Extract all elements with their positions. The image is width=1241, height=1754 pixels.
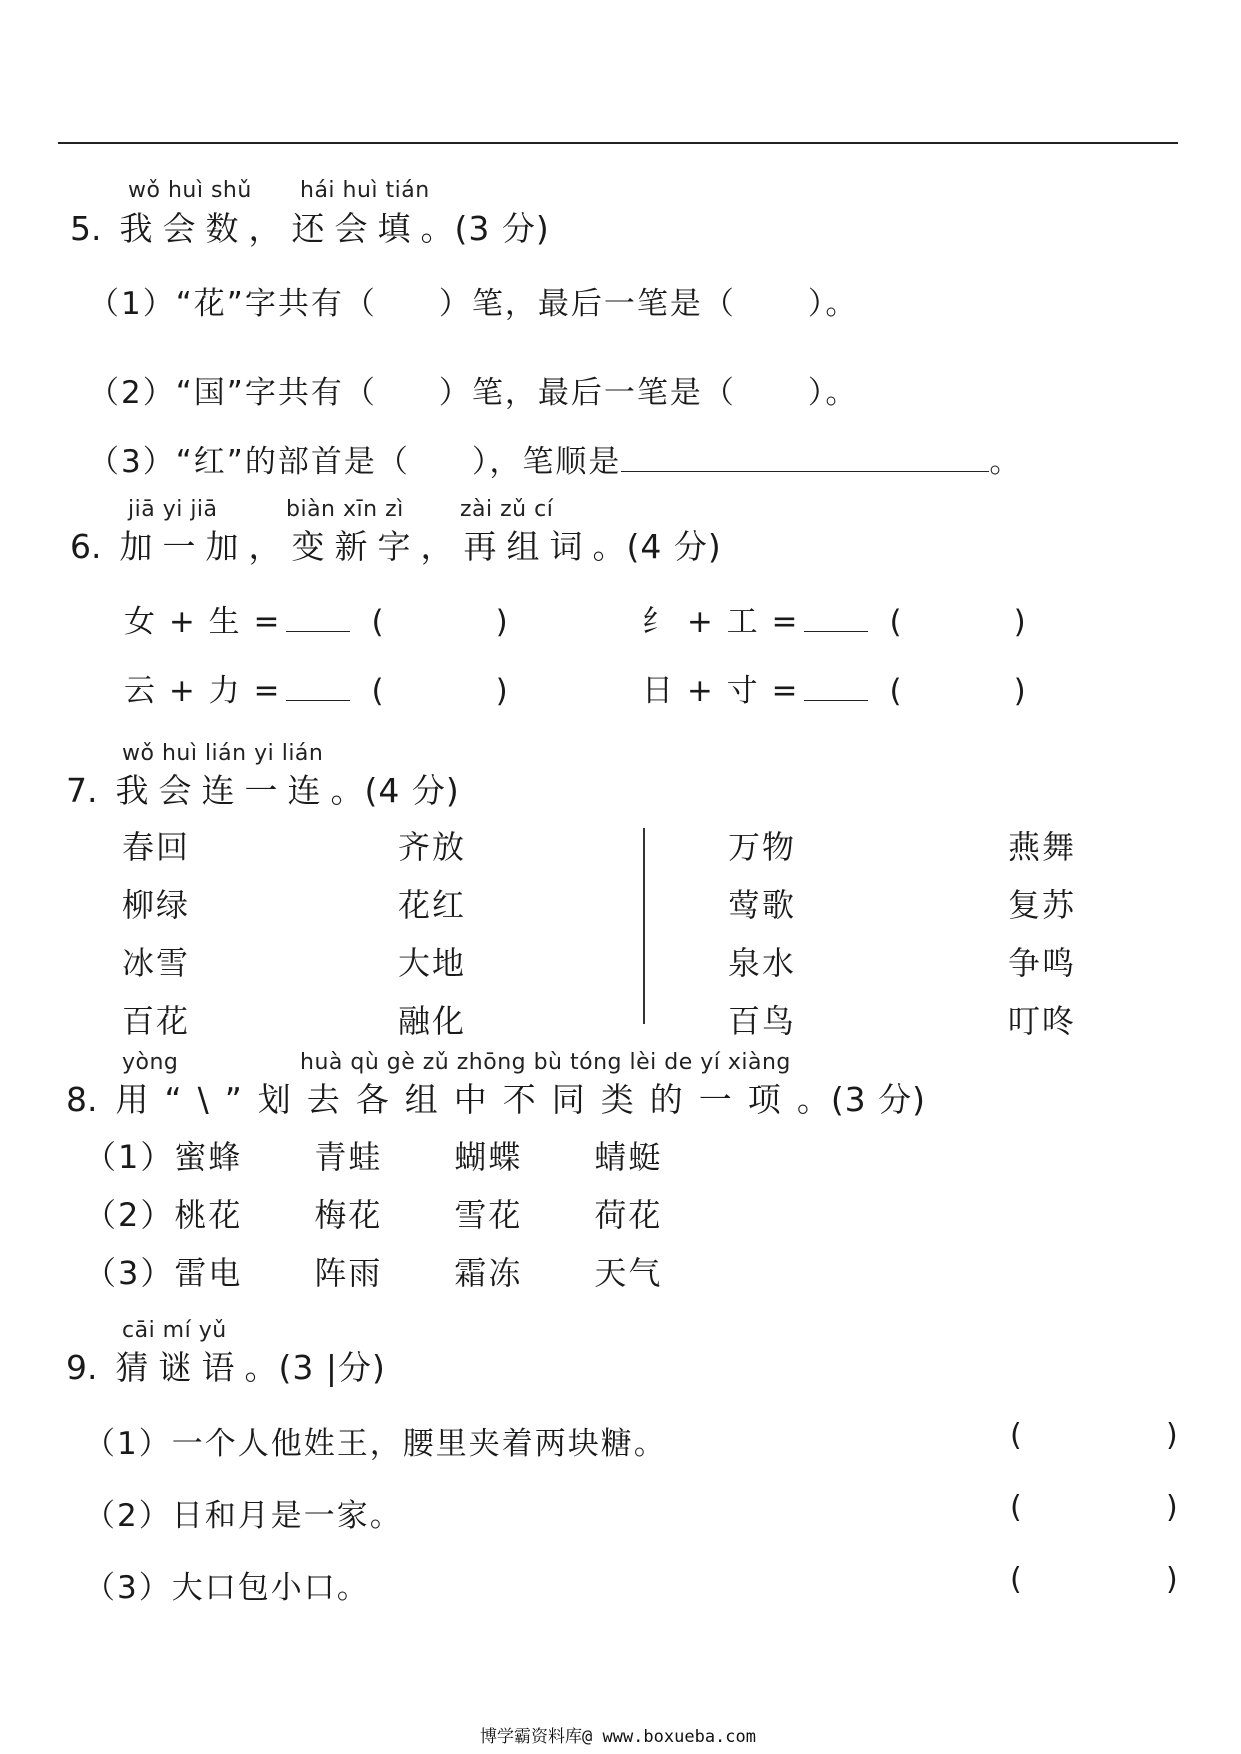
q8-score: 。(3 分) <box>796 1080 927 1119</box>
q8-row-1 <box>84 1132 662 1178</box>
q5-item-2-mid: ）笔，最后一笔是（ <box>438 375 736 411</box>
q9-number: 9. <box>66 1348 98 1387</box>
q5-item-3-blank-stroke-order[interactable] <box>621 471 989 472</box>
q5-heading <box>70 203 550 250</box>
q6-eq1-close: ) <box>495 604 510 640</box>
q9-riddle-2-text: 日和月是一家。 <box>171 1498 403 1534</box>
q9-riddle-1 <box>84 1418 667 1463</box>
q8-row-1-word-2[interactable]: 青蛙 <box>314 1138 383 1176</box>
q6-eq1-open: ( <box>371 604 386 640</box>
q7-lb-2[interactable]: 大地 <box>398 944 467 982</box>
q9-title: 猜谜语 <box>115 1348 245 1387</box>
q7-la-2[interactable]: 冰雪 <box>122 944 191 982</box>
q9-riddle-3-open: ( <box>1010 1562 1022 1597</box>
q7-title: 我会连一连 <box>115 771 331 810</box>
q9-riddle-2-answer[interactable] <box>1030 1490 1160 1526</box>
top-rule <box>58 142 1178 144</box>
q7-lb-0[interactable]: 齐放 <box>398 828 467 866</box>
q6-heading <box>70 521 722 568</box>
q8-row-1-word-3[interactable]: 蝴蝶 <box>454 1138 523 1176</box>
q7-number: 7. <box>66 771 98 810</box>
q5-item-1-pre: “花”字共有（ <box>175 286 377 322</box>
q6-pinyin-3: zài zǔ cí <box>460 497 554 522</box>
q6-eq3-open: ( <box>371 673 386 709</box>
q6-eq1-expr: 女 + 生 = <box>124 604 282 640</box>
q7-divider <box>643 828 645 1024</box>
q5-score: 。(3 分) <box>420 209 550 248</box>
q5-item-3-pre: “红”的部首是（ <box>175 444 410 480</box>
q7-la-1[interactable]: 柳绿 <box>122 886 191 924</box>
q6-eq1-char-blank[interactable] <box>286 631 350 632</box>
q8-title: 用“\”划去各组中不同类的一项 <box>115 1080 797 1119</box>
q5-item-3-num: （3） <box>88 444 176 480</box>
q9-riddle-1-answer[interactable] <box>1030 1418 1160 1454</box>
q8-number: 8. <box>66 1080 98 1119</box>
q9-pinyin: cāi mí yǔ <box>122 1318 227 1343</box>
q8-pinyin-1: yòng <box>122 1050 179 1075</box>
q9-heading <box>66 1342 386 1389</box>
q7-lb-1[interactable]: 花红 <box>398 886 467 924</box>
q7-score: 。(4 分) <box>330 771 460 810</box>
q9-score: 。(3 |分) <box>244 1348 386 1387</box>
q6-eq4-open: ( <box>889 673 904 709</box>
q6-equation-4 <box>642 665 1028 710</box>
q9-riddle-1-open: ( <box>1010 1418 1022 1453</box>
q5-item-1-mid: ）笔，最后一笔是（ <box>438 286 736 322</box>
q9-riddle-1-close: ) <box>1166 1418 1178 1453</box>
q6-score: 。(4 分) <box>592 527 722 566</box>
q8-row-1-word-1[interactable]: 蜜蜂 <box>174 1138 243 1176</box>
q8-row-3-word-1[interactable]: 雷电 <box>174 1254 243 1292</box>
q7-ra-1[interactable]: 莺歌 <box>728 886 797 924</box>
footer-watermark: 博学霸资料库@ www.boxueba.com <box>480 1727 756 1747</box>
q8-row-1-num: （1） <box>84 1138 175 1176</box>
q6-number: 6. <box>70 527 102 566</box>
q9-riddle-1-num: （1） <box>84 1426 172 1462</box>
q8-row-1-word-4[interactable]: 蜻蜓 <box>594 1138 663 1176</box>
q6-pinyin-2: biàn xīn zì <box>286 497 404 522</box>
q8-pinyin-2: huà qù gè zǔ zhōng bù tóng lèi de yí xiàng <box>300 1050 791 1075</box>
q6-eq2-close: ) <box>1013 604 1028 640</box>
q5-title: 我会数，还会填 <box>119 209 421 248</box>
q7-ra-3[interactable]: 百鸟 <box>728 1002 797 1040</box>
q5-pinyin-2: hái huì tián <box>300 178 430 203</box>
q7-pinyin: wǒ huì lián yi lián <box>122 741 324 766</box>
q8-row-3-word-2[interactable]: 阵雨 <box>314 1254 383 1292</box>
q5-item-1 <box>88 278 858 323</box>
q7-la-3[interactable]: 百花 <box>122 1002 191 1040</box>
q6-eq4-expr: 日 + 寸 = <box>642 673 800 709</box>
q9-riddle-3 <box>84 1562 370 1607</box>
q6-eq2-open: ( <box>889 604 904 640</box>
q5-item-3 <box>88 436 1022 481</box>
q6-pinyin-1: jiā yi jiā <box>128 497 218 522</box>
q6-eq2-char-blank[interactable] <box>804 631 868 632</box>
q6-equation-2 <box>642 596 1028 641</box>
q7-ra-2[interactable]: 泉水 <box>728 944 797 982</box>
q8-row-3 <box>84 1248 662 1294</box>
q8-row-2-word-1[interactable]: 桃花 <box>174 1196 243 1234</box>
q6-eq3-expr: 云 + 力 = <box>124 673 282 709</box>
q7-rb-1[interactable]: 复苏 <box>1008 886 1077 924</box>
q6-equation-1 <box>124 596 510 641</box>
q8-row-2-word-4[interactable]: 荷花 <box>594 1196 663 1234</box>
q6-eq2-expr: 纟 + 工 = <box>642 604 800 640</box>
q7-rb-0[interactable]: 燕舞 <box>1008 828 1077 866</box>
q6-eq3-char-blank[interactable] <box>286 700 350 701</box>
q7-lb-3[interactable]: 融化 <box>398 1002 467 1040</box>
q5-pinyin-1: wǒ huì shǔ <box>128 178 252 203</box>
q7-la-0[interactable]: 春回 <box>122 828 191 866</box>
q8-row-2-num: （2） <box>84 1196 175 1234</box>
q5-number: 5. <box>70 209 102 248</box>
q5-item-3-mid: ），笔顺是 <box>471 444 622 480</box>
q6-eq4-close: ) <box>1013 673 1028 709</box>
q8-row-2-word-2[interactable]: 梅花 <box>314 1196 383 1234</box>
q5-item-1-end: ）。 <box>807 286 859 322</box>
q8-row-2 <box>84 1190 662 1236</box>
q7-rb-2[interactable]: 争鸣 <box>1008 944 1077 982</box>
q9-riddle-2-close: ) <box>1166 1490 1178 1525</box>
q5-item-3-end: 。 <box>989 444 1023 480</box>
q5-item-2-num: （2） <box>88 375 176 411</box>
q9-riddle-3-text: 大口包小口。 <box>171 1570 370 1606</box>
q7-rb-3[interactable]: 叮咚 <box>1008 1002 1077 1040</box>
q9-riddle-3-num: （3） <box>84 1570 172 1606</box>
q9-riddle-3-close: ) <box>1166 1562 1178 1597</box>
q5-item-2-end: ）。 <box>807 375 859 411</box>
q5-item-2 <box>88 367 858 412</box>
q8-heading <box>66 1074 926 1121</box>
q5-item-1-num: （1） <box>88 286 176 322</box>
q8-row-3-word-4[interactable]: 天气 <box>594 1254 663 1292</box>
q6-eq4-char-blank[interactable] <box>804 700 868 701</box>
q7-heading <box>66 765 460 812</box>
q9-riddle-1-text: 一个人他姓王，腰里夹着两块糖。 <box>171 1426 667 1462</box>
q8-row-3-num: （3） <box>84 1254 175 1292</box>
q6-eq3-close: ) <box>495 673 510 709</box>
q7-ra-0[interactable]: 万物 <box>728 828 797 866</box>
q9-riddle-2 <box>84 1490 403 1535</box>
q6-title: 加一加，变新字，再组词 <box>119 527 593 566</box>
q9-riddle-3-answer[interactable] <box>1030 1562 1160 1598</box>
q9-riddle-2-num: （2） <box>84 1498 172 1534</box>
q5-item-2-pre: “国”字共有（ <box>175 375 377 411</box>
q8-row-3-word-3[interactable]: 霜冻 <box>454 1254 523 1292</box>
q8-row-2-word-3[interactable]: 雪花 <box>454 1196 523 1234</box>
q9-riddle-2-open: ( <box>1010 1490 1022 1525</box>
q6-equation-3 <box>124 665 510 710</box>
